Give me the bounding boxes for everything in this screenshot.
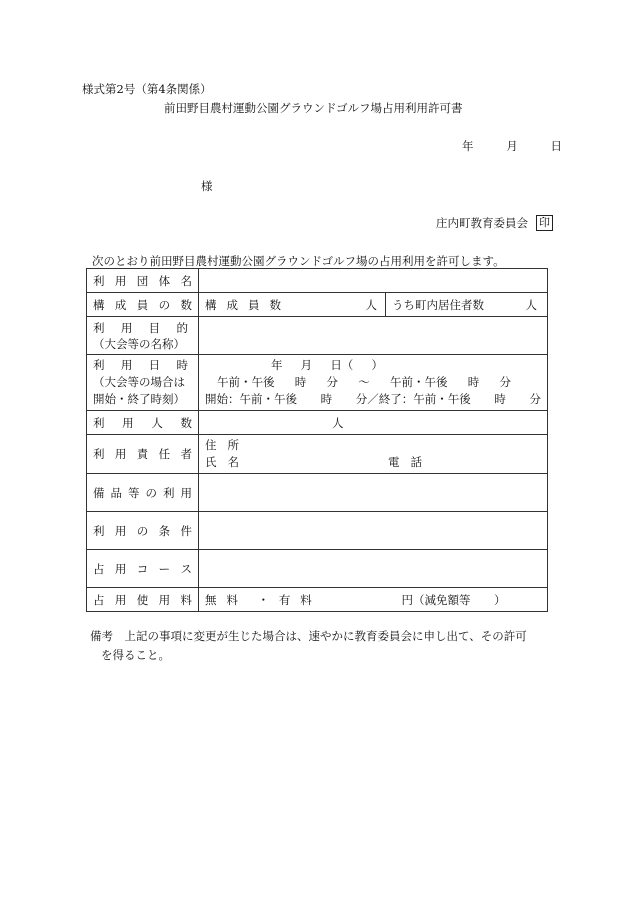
responsible-name-label: 氏名 — [205, 455, 250, 469]
document-title: 前田野目農村運動公園グラウンドゴルフ場占用利用許可書 — [164, 101, 463, 115]
date-month: 月 — [506, 139, 518, 153]
date-year: 年 — [462, 139, 474, 153]
datetime-sublabel-2: 開始・終了時刻） — [93, 392, 185, 406]
intro-text: 次のとおり前田野目農村運動公園グラウンドゴルフ場の占用利用を許可します。 — [92, 254, 505, 268]
remarks — [90, 627, 560, 665]
equipment-value — [199, 474, 548, 512]
member-count-label: 構成員数 — [205, 297, 291, 312]
remarks-line-1: 備考 上記の事項に変更が生じた場合は、速やかに教育委員会に申し出て、その許可 — [90, 629, 527, 643]
responsible-label: 利 用 責 任 者 — [93, 447, 192, 461]
responsible-phone-label: 電話 — [388, 455, 433, 469]
issuer — [436, 215, 553, 231]
purpose-value — [199, 317, 548, 355]
members-label: 構 成 員 の 数 — [93, 297, 192, 312]
resident-count-label: うち町内居住者数 — [392, 297, 484, 312]
permit-table — [86, 268, 548, 612]
fee-yen: 円（減免額等 — [401, 592, 471, 607]
row-equipment — [87, 474, 548, 512]
group-name-label: 利 用 団 体 名 — [93, 273, 192, 288]
fee-paid: 有料 — [278, 592, 322, 607]
remarks-line-2: を得ること。 — [101, 648, 170, 662]
purpose-label: 利 用 目 的 — [93, 320, 188, 335]
resident-count-unit: 人 — [525, 297, 537, 312]
addressee-suffix: 様 — [201, 179, 213, 193]
datetime-sublabel-1: （大会等の場合は — [93, 375, 185, 389]
conditions-value — [199, 512, 548, 550]
datetime-time-line: 午前・午後 時 分 ～ 午前・午後 時 分 — [217, 375, 511, 389]
row-purpose — [87, 317, 548, 355]
group-name-value — [199, 269, 548, 293]
form-number: 様式第2号（第4条関係） — [82, 82, 212, 96]
date-day: 日 — [550, 139, 562, 153]
issuer-name: 庄内町教育委員会 — [436, 216, 528, 230]
row-people — [87, 411, 548, 435]
datetime-start-end-line: 開始：午前・午後 時 分／終了：午前・午後 時 分 — [205, 392, 541, 406]
people-label: 利 用 人 数 — [93, 415, 192, 430]
people-unit: 人 — [332, 415, 344, 430]
conditions-label: 利 用 の 条 件 — [93, 523, 192, 538]
course-label: 占 用 コ ー ス — [93, 561, 192, 576]
row-datetime — [87, 355, 548, 411]
seal-box: 印 — [536, 215, 553, 231]
datetime-label: 利 用 日 時 — [93, 358, 188, 372]
row-course — [87, 550, 548, 588]
member-count-unit: 人 — [365, 297, 377, 312]
issue-date — [462, 138, 562, 154]
datetime-date-line: 年 月 日（ ） — [271, 358, 383, 372]
equipment-label: 備 品 等 の 利 用 — [93, 485, 192, 500]
fee-label: 占 用 使 用 料 — [93, 592, 192, 607]
fee-close: ） — [494, 592, 506, 607]
fee-separator: ・ — [257, 592, 270, 607]
purpose-sublabel: （大会等の名称） — [93, 336, 185, 351]
row-conditions — [87, 512, 548, 550]
row-fee — [87, 588, 548, 612]
row-members — [87, 293, 548, 317]
fee-free: 無料 — [205, 592, 248, 607]
course-value — [199, 550, 548, 588]
responsible-address-label: 住所 — [205, 438, 250, 452]
row-group-name — [87, 269, 548, 293]
row-responsible — [87, 435, 548, 474]
